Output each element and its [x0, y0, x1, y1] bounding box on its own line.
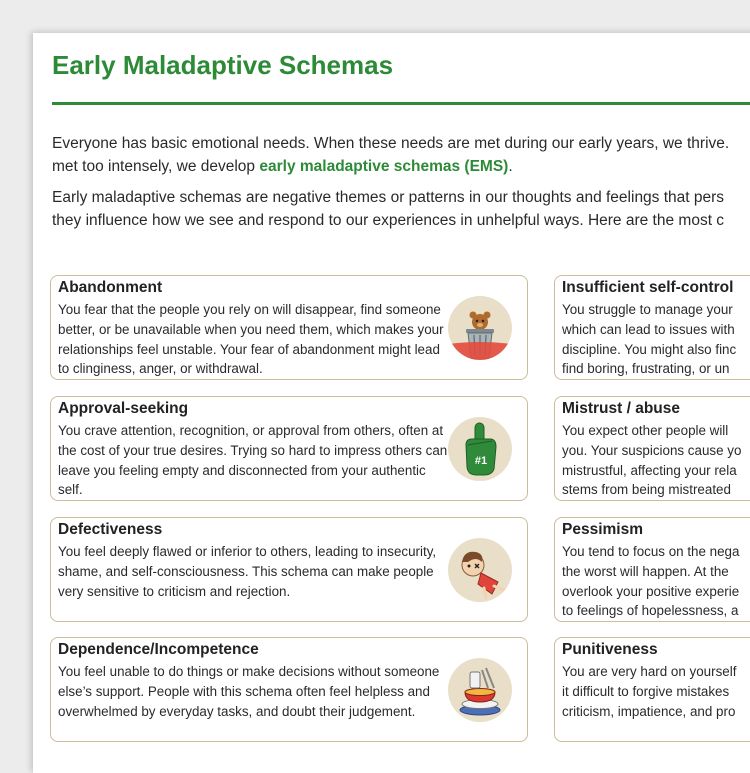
schema-description [562, 542, 750, 621]
intro-line-end: . [508, 158, 513, 175]
schema-description: You fear that the people you rely on will disappear, find someone better, or be unavailable when you need them, which makes your relationships feel unstable. Your fear of abandonment might lead to clinginess, anger, or withdrawal. [58, 302, 444, 377]
schema-title: Pessimism [562, 521, 643, 538]
schema-line: discipline. You might also finc [562, 341, 737, 357]
schema-line: You are very hard on yourself [562, 664, 737, 679]
schema-line: the worst will happen. At the [562, 563, 729, 579]
title-divider [52, 102, 750, 105]
schema-line: stems from being mistreated [562, 482, 731, 498]
schema-line: overlook your positive experie [562, 583, 740, 599]
intro-paragraph-2 [52, 186, 750, 232]
schema-line: to feelings of hopelessness, a [562, 603, 739, 619]
schema-card-dependence-incompetence [50, 637, 528, 742]
schema-title: Insufficient self-control [562, 279, 734, 296]
schema-title: Approval-seeking [58, 400, 189, 417]
intro-highlight: early maladaptive schemas (EMS) [259, 158, 509, 175]
schema-line: You expect other people will [562, 423, 729, 438]
broken-doll-icon [448, 538, 512, 602]
intro-paragraph-1 [52, 132, 750, 178]
schema-line: You tend to focus on the nega [562, 544, 740, 559]
schema-card-defectiveness [50, 517, 528, 622]
page-title: Early Maladaptive Schemas [52, 50, 394, 80]
intro-line: Early maladaptive schemas are negative themes or patterns in our thoughts and feelings that pers [52, 189, 725, 206]
intro-line: they influence how we see and respond to our experiences in unhelpful ways. Here are the most c [52, 212, 725, 229]
schema-description: You feel unable to do things or make decisions without someone else’s support. People with this schema often feel helpless and overwhelmed by everyday tasks, and doubt their judgement. [58, 664, 440, 719]
intro-line: Everyone has basic emotional needs. When these needs are met during our early years, we thrive. [52, 135, 730, 152]
schema-description: You crave attention, recognition, or approval from others, often at the cost of your true desires. Trying so hard to impress others can leave you feeling empty and disconnected from your authentic self. [58, 423, 448, 498]
schema-title: Abandonment [58, 279, 163, 296]
schema-card-pessimism [554, 517, 750, 622]
schema-description [562, 662, 750, 721]
schema-title: Punitiveness [562, 641, 658, 658]
schema-description [562, 300, 750, 379]
schema-title: Defectiveness [58, 521, 163, 538]
schema-line: you. Your suspicions cause yo [562, 442, 742, 458]
intro-line: met too intensely, we develop [52, 158, 260, 175]
schema-title: Dependence/Incompetence [58, 641, 259, 658]
foam-finger-label: #1 [474, 455, 488, 467]
schema-title: Mistrust / abuse [562, 400, 680, 417]
teddy-bear-in-trash-icon [448, 296, 512, 360]
schema-description: You feel deeply flawed or inferior to others, leading to insecurity, shame, and self-consciousness. This schema can make people very sensitive to criticism and rejection. [58, 544, 437, 599]
schema-description [562, 421, 750, 500]
foam-finger-icon [448, 417, 512, 481]
schema-card-approval-seeking [50, 396, 528, 501]
schema-line: it difficult to forgive mistakes [562, 683, 730, 699]
schema-card-insufficient-self-control [554, 275, 750, 380]
schema-card-mistrust-abuse [554, 396, 750, 501]
schema-line: mistrustful, affecting your rela [562, 462, 737, 478]
dish-pile-icon [448, 658, 512, 722]
schema-card-abandonment [50, 275, 528, 380]
schema-card-punitiveness [554, 637, 750, 742]
schema-line: which can lead to issues with [562, 321, 735, 337]
schema-line: criticism, impatience, and pro [562, 703, 736, 719]
schema-line: find boring, frustrating, or un [562, 361, 730, 377]
schema-line: You struggle to manage your [562, 302, 733, 317]
